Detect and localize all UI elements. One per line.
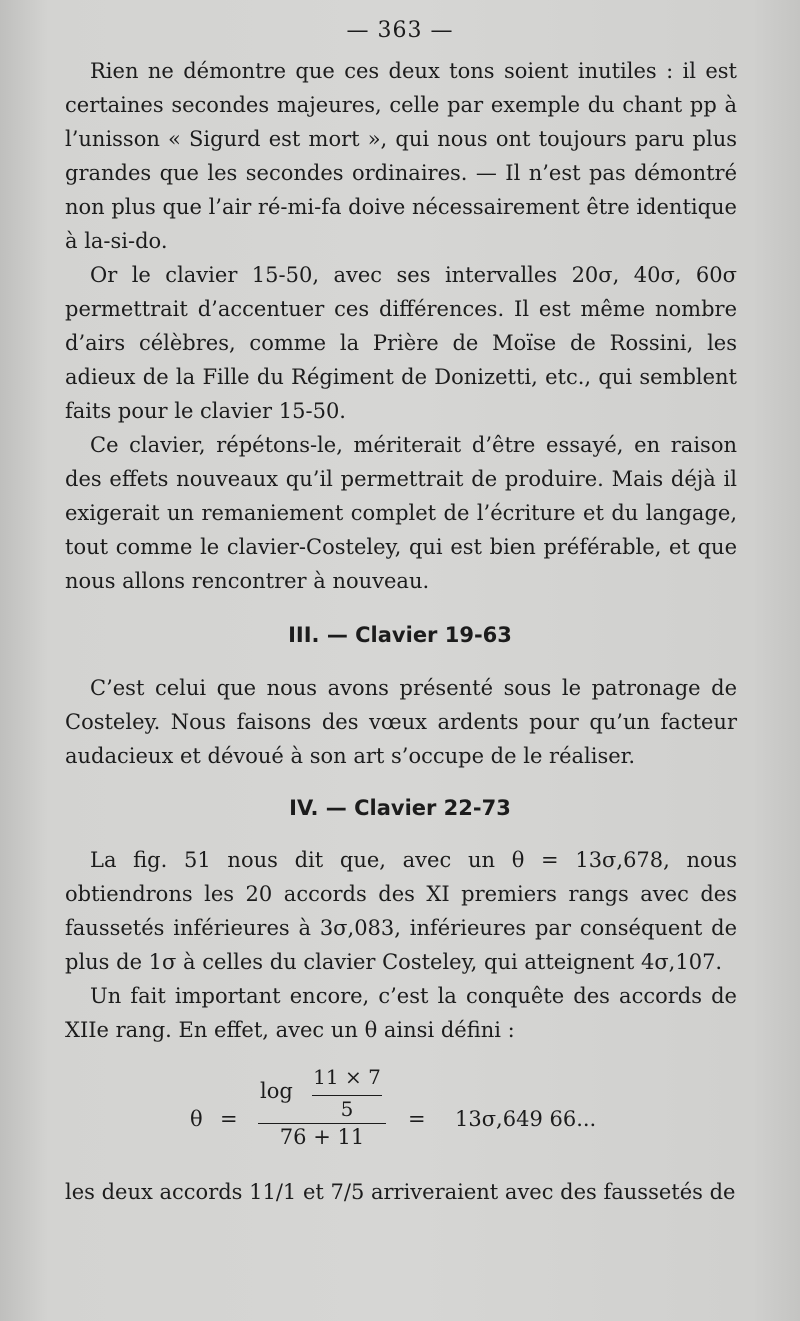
section-3-text — [65, 671, 737, 773]
formula-inner-denominator: 5 — [340, 1097, 354, 1121]
continuation-line: les deux accords 11/1 et 7/5 arriveraient avec des faussetés de — [65, 1180, 736, 1204]
section-heading: III. — Clavier 19-63 — [288, 623, 512, 647]
paragraph: La fig. 51 nous dit que, avec un θ = 13σ,678, nous obtiendrons les 20 accords des XI premiers rangs avec des faussetés inférieures à 3σ,083, inférieures par conséquent de plus de 1σ à celles du clavier Costeley, qui atteignent 4σ,107. — [65, 848, 737, 974]
paragraph: Or le clavier 15-50, avec ses intervalles 20σ, 40σ, 60σ permettrait d’accentuer ces différences. Il est même nombre d’airs célèbres, comme la Prière de Moïse de Rossini, les adieux de la Fille du Régiment de Donizetti, etc., qui semblent faits pour le clavier 15-50. — [65, 263, 737, 423]
formula-denominator: 76 + 11 — [279, 1125, 365, 1149]
paragraph: Rien ne démontre que ces deux tons soient inutiles : il est certaines secondes majeures, celle par exemple du chant pp à l’unisson « Sigurd est mort », qui nous ont toujours paru plus grandes que les secondes ordinaires. — Il n’est pas démontré non plus que l’air ré-mi-fa doive nécessairement être identique à la-si-do. — [65, 59, 737, 253]
page-number: — 363 — — [346, 18, 454, 43]
formula-fraction-bar — [258, 1123, 386, 1124]
paragraph: C’est celui que nous avons présenté sous le patronage de Costeley. Nous faisons des vœux ardents pour qu’un facteur audacieux et dévoué à son art s’occupe de le réaliser. — [65, 676, 737, 768]
formula-equals-2: = — [408, 1107, 426, 1131]
section-4-text — [65, 843, 737, 1047]
formula-lhs: θ — [190, 1107, 203, 1131]
formula-inner-numerator: 11 × 7 — [313, 1065, 381, 1089]
formula-equals: = — [220, 1107, 238, 1131]
formula-log: log — [260, 1079, 293, 1103]
paragraph: Un fait important encore, c’est la conquête des accords de XIIe rang. En effet, avec un θ ainsi défini : — [65, 984, 737, 1042]
formula-value: 13σ,649 66... — [455, 1107, 597, 1131]
section-1-text — [65, 54, 737, 598]
theta-formula — [190, 1065, 630, 1155]
formula-inner-fraction-bar — [312, 1095, 382, 1096]
paragraph: Ce clavier, répétons-le, mériterait d’être essayé, en raison des effets nouveaux qu’il permettrait de produire. Mais déjà il exigerait un remaniement complet de l’écriture et du langage, tout comme le clavier-Costeley, qui est bien préférable, et que nous allons rencontrer à nouveau. — [65, 433, 737, 593]
section-heading: IV. — Clavier 22-73 — [289, 796, 511, 820]
